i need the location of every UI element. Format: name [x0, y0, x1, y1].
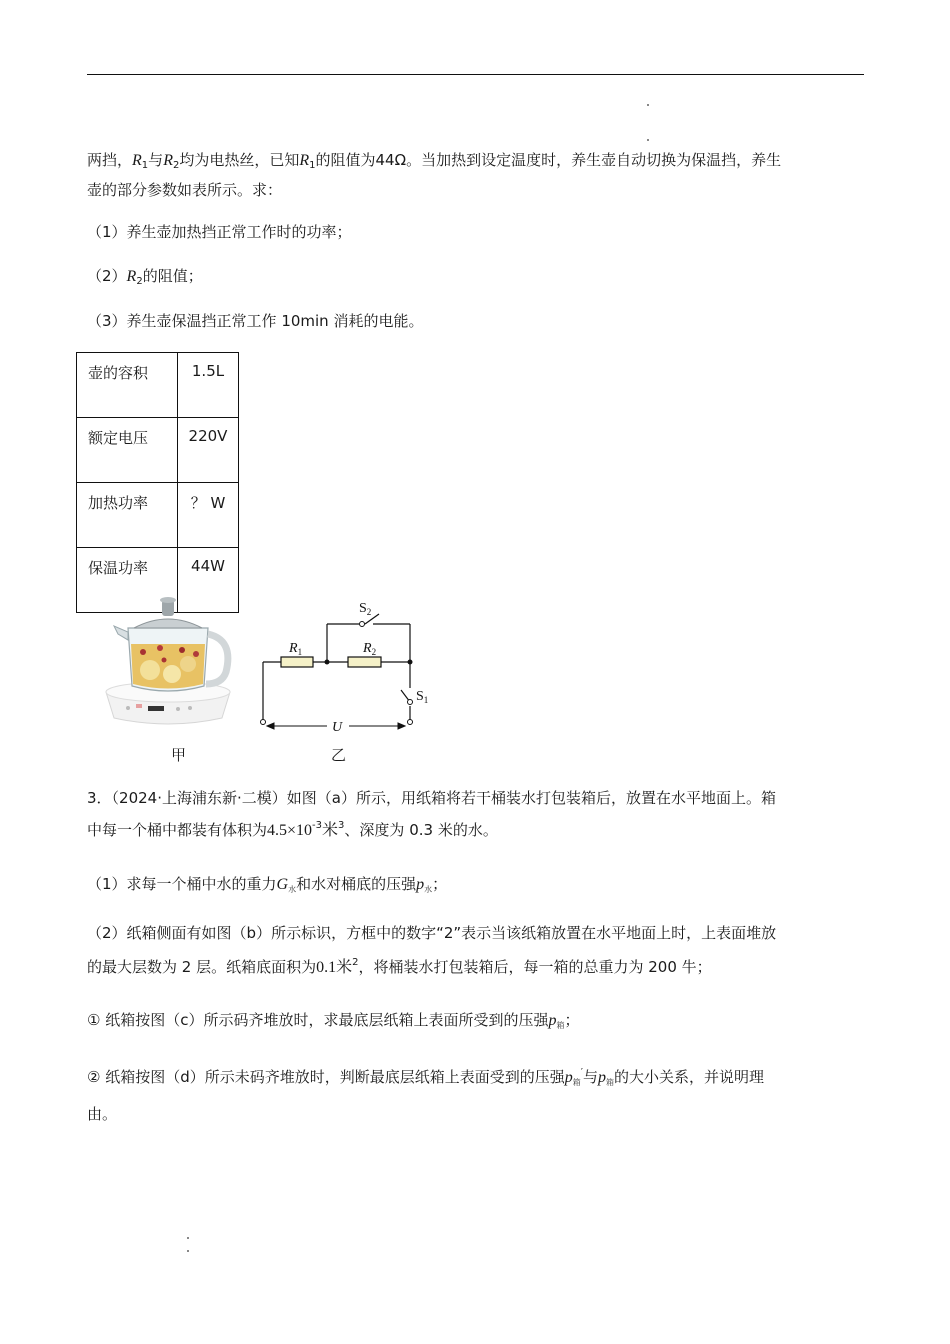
table-cell-label: 额定电压 — [77, 418, 178, 483]
stray-mark — [647, 104, 649, 106]
table-cell-label: 保温功率 — [77, 548, 178, 613]
r1-label: R — [289, 641, 298, 656]
svg-text:R2: $R_2$ — [363, 641, 377, 657]
table-row — [77, 353, 239, 418]
q2-intro-line2: 壶的部分参数如表所示。求： — [87, 181, 283, 199]
q3-line2: 中每一个桶中都装有体积为$4.5\times 10^{-3}$米$^3$、深度为 0.3 米的水。 — [87, 820, 498, 839]
kettle-illustration — [98, 588, 238, 732]
switch-s2 — [360, 622, 365, 627]
q3-part-2-line2: 的最大层数为 2 层。纸箱底面积为0.1米$^2$，将桶装水打包装箱后，每一箱的总重力为 200 牛； — [87, 957, 712, 976]
voltage-label: U — [332, 720, 343, 735]
table-cell-value: 1.5L — [178, 353, 239, 418]
q2-part-3: （3）养生壶保温挡正常工作 10min 消耗的电能。 — [87, 312, 424, 330]
stray-mark — [647, 139, 649, 141]
q3-case-1: ① 纸箱按图（c）所示码齐堆放时，求最底层纸箱上表面所受到的压强$p_箱$； — [87, 1011, 580, 1030]
stray-mark — [187, 1237, 189, 1239]
s1-label: S — [416, 689, 424, 704]
terminal-right — [408, 720, 413, 725]
table-row — [77, 483, 239, 548]
table-cell-value: ？ W — [178, 483, 239, 548]
q3-line1: 3．（2024·上海浦东新·二模）如图（a）所示，用纸箱将若干桶装水打包装箱后，放置在水平地面上。箱 — [87, 789, 776, 807]
r2-label: R — [363, 641, 372, 656]
q3-part-2-line1: （2）纸箱侧面有如图（b）所示标识，方框中的数字“2”表示当该纸箱放置在水平地面上时，上表面堆放 — [87, 924, 777, 942]
terminal-left — [261, 720, 266, 725]
table-cell-label: 壶的容积 — [77, 353, 178, 418]
q3-case-2-line2: 由。 — [87, 1105, 118, 1123]
q2-part-1: （1）养生壶加热挡正常工作时的功率； — [87, 223, 352, 241]
circuit-caption: 乙 — [331, 746, 347, 764]
table-cell-label: 加热功率 — [77, 483, 178, 548]
svg-text:S2: $S_2$ — [359, 601, 372, 617]
s2-label: S — [359, 601, 367, 616]
switch-s1 — [408, 700, 413, 705]
q3-case-2-line1: ② 纸箱按图（d）所示未码齐堆放时，判断最底层纸箱上表面受到的压强$p_箱'$与$p_箱$的大小关系，并说明理 — [87, 1067, 765, 1087]
resistor-r2 — [348, 657, 381, 667]
table-row — [77, 418, 239, 483]
table-cell-value: 220V — [178, 418, 239, 483]
q2-part-2: $(2)R_2$的阻值； — [87, 267, 203, 287]
kettle-caption: 甲 — [171, 746, 187, 764]
header-rule — [87, 74, 864, 75]
circuit-diagram — [255, 596, 435, 736]
table-cell-value: 44W — [178, 548, 239, 613]
parameter-table — [76, 352, 239, 613]
question-number: 3． — [87, 789, 112, 807]
stray-mark — [187, 1250, 189, 1252]
svg-text:R1: $R_1$ — [289, 641, 303, 657]
resistor-r1 — [281, 657, 313, 667]
svg-text:S1: $S_1$ — [416, 689, 429, 705]
question-source: （2024·上海浦东新·二模） — [111, 789, 287, 807]
q2-intro-line1: 两挡，$R_1$与$R_2$均为电热丝，已知$R_1$的阻值为44Ω。当加热到设定温度时，养生壶自动切换为保温挡，养生 — [87, 151, 782, 171]
q3-part-1: （1）求每一个桶中水的重力$G_水$和水对桶底的压强$p_水$； — [87, 875, 448, 894]
